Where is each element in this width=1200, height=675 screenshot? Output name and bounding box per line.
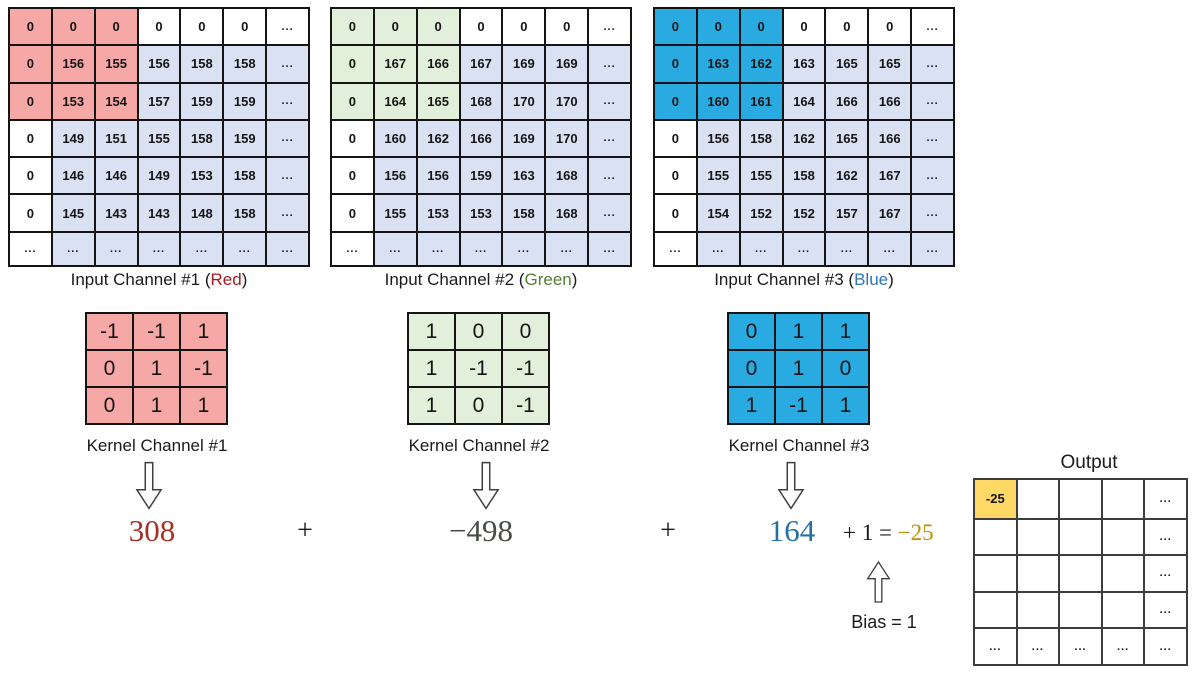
cell: 0 bbox=[655, 84, 696, 119]
cell: ... bbox=[869, 233, 910, 265]
cell: 160 bbox=[375, 121, 416, 156]
cell: 153 bbox=[418, 195, 459, 230]
cell: 166 bbox=[826, 84, 867, 119]
label-text: ) bbox=[241, 270, 248, 289]
cell: 158 bbox=[741, 121, 782, 156]
cell: ... bbox=[332, 233, 373, 265]
cell: 146 bbox=[53, 158, 94, 193]
cell: ... bbox=[589, 46, 630, 81]
cell: 1 bbox=[776, 314, 821, 349]
cell: 0 bbox=[332, 46, 373, 81]
cell: 170 bbox=[546, 121, 587, 156]
cell: 0 bbox=[418, 9, 459, 44]
cell: ... bbox=[503, 233, 544, 265]
cell bbox=[1060, 593, 1101, 628]
cell: ... bbox=[96, 233, 137, 265]
cell: ... bbox=[912, 158, 953, 193]
cell: ... bbox=[1145, 629, 1186, 664]
cell: ... bbox=[461, 233, 502, 265]
cell: 0 bbox=[332, 121, 373, 156]
bias-label: Bias = 1 bbox=[851, 612, 917, 632]
cell: ... bbox=[418, 233, 459, 265]
cell bbox=[1018, 520, 1059, 555]
cell: 0 bbox=[87, 351, 132, 386]
cell: ... bbox=[139, 233, 180, 265]
cell: ... bbox=[912, 9, 953, 44]
cell: 169 bbox=[546, 46, 587, 81]
cell: 157 bbox=[139, 84, 180, 119]
input-channel-2-grid bbox=[330, 7, 632, 267]
cell: ... bbox=[589, 121, 630, 156]
cell: ... bbox=[975, 629, 1016, 664]
cell: 168 bbox=[546, 195, 587, 230]
cell: 157 bbox=[826, 195, 867, 230]
cell: 155 bbox=[96, 46, 137, 81]
conv-result-green: −498 bbox=[449, 513, 513, 548]
cell: 154 bbox=[698, 195, 739, 230]
cell: 152 bbox=[784, 195, 825, 230]
label-text: Input Channel #1 ( bbox=[70, 270, 211, 289]
cell: 1 bbox=[134, 388, 179, 423]
cell: 158 bbox=[224, 46, 265, 81]
cell: 155 bbox=[139, 121, 180, 156]
cell: 153 bbox=[53, 84, 94, 119]
cell: -1 bbox=[181, 351, 226, 386]
label-text: Input Channel #2 ( bbox=[384, 270, 525, 289]
output-grid bbox=[973, 478, 1188, 666]
label-color-word: Blue bbox=[854, 270, 889, 289]
cell: 0 bbox=[10, 46, 51, 81]
bias-up-arrow-icon bbox=[866, 557, 891, 607]
cell: ... bbox=[1018, 629, 1059, 664]
cell: 170 bbox=[503, 84, 544, 119]
cell: 0 bbox=[53, 9, 94, 44]
cell: 0 bbox=[655, 9, 696, 44]
cell: 0 bbox=[461, 9, 502, 44]
label-text: Input Channel #3 ( bbox=[714, 270, 855, 289]
cell: 0 bbox=[332, 158, 373, 193]
cell: 162 bbox=[826, 158, 867, 193]
cell: 0 bbox=[655, 195, 696, 230]
cell: ... bbox=[912, 46, 953, 81]
cell: ... bbox=[589, 233, 630, 265]
cell: 0 bbox=[655, 158, 696, 193]
cell: 167 bbox=[869, 158, 910, 193]
cell: 159 bbox=[224, 84, 265, 119]
cell bbox=[975, 556, 1016, 591]
cell: ... bbox=[826, 233, 867, 265]
cell: 0 bbox=[698, 9, 739, 44]
input-channel-2-label bbox=[330, 270, 632, 290]
cell: 143 bbox=[139, 195, 180, 230]
cell bbox=[975, 520, 1016, 555]
cell: ... bbox=[912, 84, 953, 119]
cell: 0 bbox=[375, 9, 416, 44]
cell: 146 bbox=[96, 158, 137, 193]
cell: 156 bbox=[53, 46, 94, 81]
cell: 0 bbox=[456, 388, 501, 423]
cell: 152 bbox=[741, 195, 782, 230]
cell: 169 bbox=[503, 46, 544, 81]
cell: ... bbox=[1060, 629, 1101, 664]
cell: 163 bbox=[503, 158, 544, 193]
cell: 163 bbox=[698, 46, 739, 81]
cell: ... bbox=[267, 121, 308, 156]
cell: 165 bbox=[826, 46, 867, 81]
cell: 166 bbox=[418, 46, 459, 81]
cell bbox=[1103, 556, 1144, 591]
conv-result-red: 308 bbox=[128, 513, 176, 548]
cell: ... bbox=[1145, 556, 1186, 591]
cell: -1 bbox=[503, 351, 548, 386]
cell: 1 bbox=[823, 388, 868, 423]
cell: 166 bbox=[869, 121, 910, 156]
kernel-channel-3-grid bbox=[727, 312, 870, 425]
cell bbox=[1103, 593, 1144, 628]
label-text: ) bbox=[571, 270, 578, 289]
cell bbox=[1018, 480, 1059, 518]
cell bbox=[1103, 480, 1144, 518]
cell: 166 bbox=[461, 121, 502, 156]
cell bbox=[1060, 480, 1101, 518]
kernel-channel-2-grid bbox=[407, 312, 550, 425]
cell: 158 bbox=[224, 158, 265, 193]
cell: 167 bbox=[869, 195, 910, 230]
cell: -1 bbox=[87, 314, 132, 349]
output-title: Output bbox=[1060, 452, 1118, 473]
cell: 159 bbox=[224, 121, 265, 156]
cell: 162 bbox=[784, 121, 825, 156]
plus-operator: + bbox=[297, 515, 313, 546]
cell: ... bbox=[1145, 593, 1186, 628]
cell: 164 bbox=[375, 84, 416, 119]
cell: ... bbox=[589, 195, 630, 230]
cell: 0 bbox=[456, 314, 501, 349]
cell: 1 bbox=[181, 388, 226, 423]
cell: ... bbox=[698, 233, 739, 265]
cell: -1 bbox=[776, 388, 821, 423]
cell: 164 bbox=[784, 84, 825, 119]
cell: ... bbox=[589, 9, 630, 44]
cell: 161 bbox=[741, 84, 782, 119]
cell: 167 bbox=[375, 46, 416, 81]
cell: 155 bbox=[375, 195, 416, 230]
kernel-channel-1-grid bbox=[85, 312, 228, 425]
cell: ... bbox=[1103, 629, 1144, 664]
cell: 0 bbox=[503, 314, 548, 349]
cell: ... bbox=[267, 84, 308, 119]
cell: 0 bbox=[729, 314, 774, 349]
cell: 162 bbox=[741, 46, 782, 81]
cell: 158 bbox=[784, 158, 825, 193]
cell: 1 bbox=[409, 388, 454, 423]
kernel-channel-1-label: Kernel Channel #1 bbox=[86, 436, 228, 455]
cell bbox=[1018, 593, 1059, 628]
cell: 0 bbox=[332, 9, 373, 44]
cell: 158 bbox=[181, 46, 222, 81]
cell: 0 bbox=[332, 195, 373, 230]
cell: 156 bbox=[139, 46, 180, 81]
input-channel-3-label bbox=[653, 270, 955, 290]
cell: 0 bbox=[655, 121, 696, 156]
cell: 0 bbox=[503, 9, 544, 44]
cell: 0 bbox=[826, 9, 867, 44]
down-arrow-icon bbox=[472, 461, 500, 511]
cell bbox=[1103, 520, 1144, 555]
cell: 154 bbox=[96, 84, 137, 119]
cell: 0 bbox=[96, 9, 137, 44]
input-channel-1-grid bbox=[8, 7, 310, 267]
cell: 1 bbox=[181, 314, 226, 349]
cell: 156 bbox=[698, 121, 739, 156]
cell: 162 bbox=[418, 121, 459, 156]
cell: 1 bbox=[823, 314, 868, 349]
cell: 159 bbox=[181, 84, 222, 119]
cell: 143 bbox=[96, 195, 137, 230]
cell: 166 bbox=[869, 84, 910, 119]
cell: 1 bbox=[776, 351, 821, 386]
cell bbox=[1060, 556, 1101, 591]
bias-equation bbox=[843, 520, 963, 546]
cell: 159 bbox=[461, 158, 502, 193]
cell: ... bbox=[1145, 520, 1186, 555]
input-channel-1-label bbox=[8, 270, 310, 290]
cell: 1 bbox=[409, 351, 454, 386]
cell: 170 bbox=[546, 84, 587, 119]
cell: 158 bbox=[181, 121, 222, 156]
cell: 163 bbox=[784, 46, 825, 81]
equation-result: −25 bbox=[897, 520, 934, 545]
cell: ... bbox=[267, 46, 308, 81]
cell: 0 bbox=[729, 351, 774, 386]
cell: 149 bbox=[53, 121, 94, 156]
cell: -25 bbox=[975, 480, 1016, 518]
label-color-word: Red bbox=[210, 270, 242, 289]
bias-expr: + 1 = bbox=[843, 520, 898, 545]
cell: 156 bbox=[418, 158, 459, 193]
cell: 0 bbox=[10, 84, 51, 119]
cell: 151 bbox=[96, 121, 137, 156]
cell: ... bbox=[267, 158, 308, 193]
cell: 165 bbox=[418, 84, 459, 119]
cell: ... bbox=[655, 233, 696, 265]
cell: 0 bbox=[10, 158, 51, 193]
cell: 0 bbox=[741, 9, 782, 44]
cell: 1 bbox=[729, 388, 774, 423]
label-text: ) bbox=[888, 270, 894, 289]
cell: ... bbox=[912, 233, 953, 265]
cell: -1 bbox=[456, 351, 501, 386]
down-arrow-icon bbox=[135, 461, 163, 511]
cell: 165 bbox=[869, 46, 910, 81]
input-channel-3-grid bbox=[653, 7, 955, 267]
cell: 153 bbox=[461, 195, 502, 230]
cell: 0 bbox=[332, 84, 373, 119]
cell: 0 bbox=[139, 9, 180, 44]
cell: 169 bbox=[503, 121, 544, 156]
cell: 158 bbox=[503, 195, 544, 230]
down-arrow-icon bbox=[777, 461, 805, 511]
cell: ... bbox=[784, 233, 825, 265]
cell: 0 bbox=[10, 195, 51, 230]
cell: 0 bbox=[181, 9, 222, 44]
cell: 149 bbox=[139, 158, 180, 193]
cell bbox=[1060, 520, 1101, 555]
cell: 153 bbox=[181, 158, 222, 193]
cell: ... bbox=[375, 233, 416, 265]
cell: 0 bbox=[224, 9, 265, 44]
cell: 145 bbox=[53, 195, 94, 230]
cell: 0 bbox=[655, 46, 696, 81]
cell: 1 bbox=[409, 314, 454, 349]
cell: ... bbox=[589, 158, 630, 193]
cell: 148 bbox=[181, 195, 222, 230]
cell: 0 bbox=[546, 9, 587, 44]
cell: 158 bbox=[224, 195, 265, 230]
conv-result-blue: 164 bbox=[768, 513, 816, 548]
cell: ... bbox=[1145, 480, 1186, 518]
cell: 167 bbox=[461, 46, 502, 81]
cell: 155 bbox=[698, 158, 739, 193]
cell: ... bbox=[53, 233, 94, 265]
cell: ... bbox=[267, 195, 308, 230]
cell: 168 bbox=[461, 84, 502, 119]
plus-operator: + bbox=[660, 515, 676, 546]
cell: 1 bbox=[134, 351, 179, 386]
cell: ... bbox=[10, 233, 51, 265]
kernel-channel-3-label: Kernel Channel #3 bbox=[728, 436, 870, 455]
cell: ... bbox=[546, 233, 587, 265]
cell: -1 bbox=[134, 314, 179, 349]
cell: 165 bbox=[826, 121, 867, 156]
cell: 160 bbox=[698, 84, 739, 119]
kernel-channel-2-label: Kernel Channel #2 bbox=[408, 436, 550, 455]
cell: 0 bbox=[10, 121, 51, 156]
cell: 0 bbox=[784, 9, 825, 44]
cell: 155 bbox=[741, 158, 782, 193]
cell: 0 bbox=[87, 388, 132, 423]
cell: ... bbox=[912, 195, 953, 230]
cell bbox=[975, 593, 1016, 628]
cell: ... bbox=[267, 9, 308, 44]
cell bbox=[1018, 556, 1059, 591]
cell: 168 bbox=[546, 158, 587, 193]
cell: 0 bbox=[869, 9, 910, 44]
cell: -1 bbox=[503, 388, 548, 423]
cell: 156 bbox=[375, 158, 416, 193]
label-color-word: Green bbox=[524, 270, 572, 289]
cell: ... bbox=[181, 233, 222, 265]
cell: ... bbox=[589, 84, 630, 119]
cell: ... bbox=[224, 233, 265, 265]
cell: ... bbox=[741, 233, 782, 265]
cell: ... bbox=[267, 233, 308, 265]
cell: ... bbox=[912, 121, 953, 156]
cell: 0 bbox=[10, 9, 51, 44]
cell: 0 bbox=[823, 351, 868, 386]
